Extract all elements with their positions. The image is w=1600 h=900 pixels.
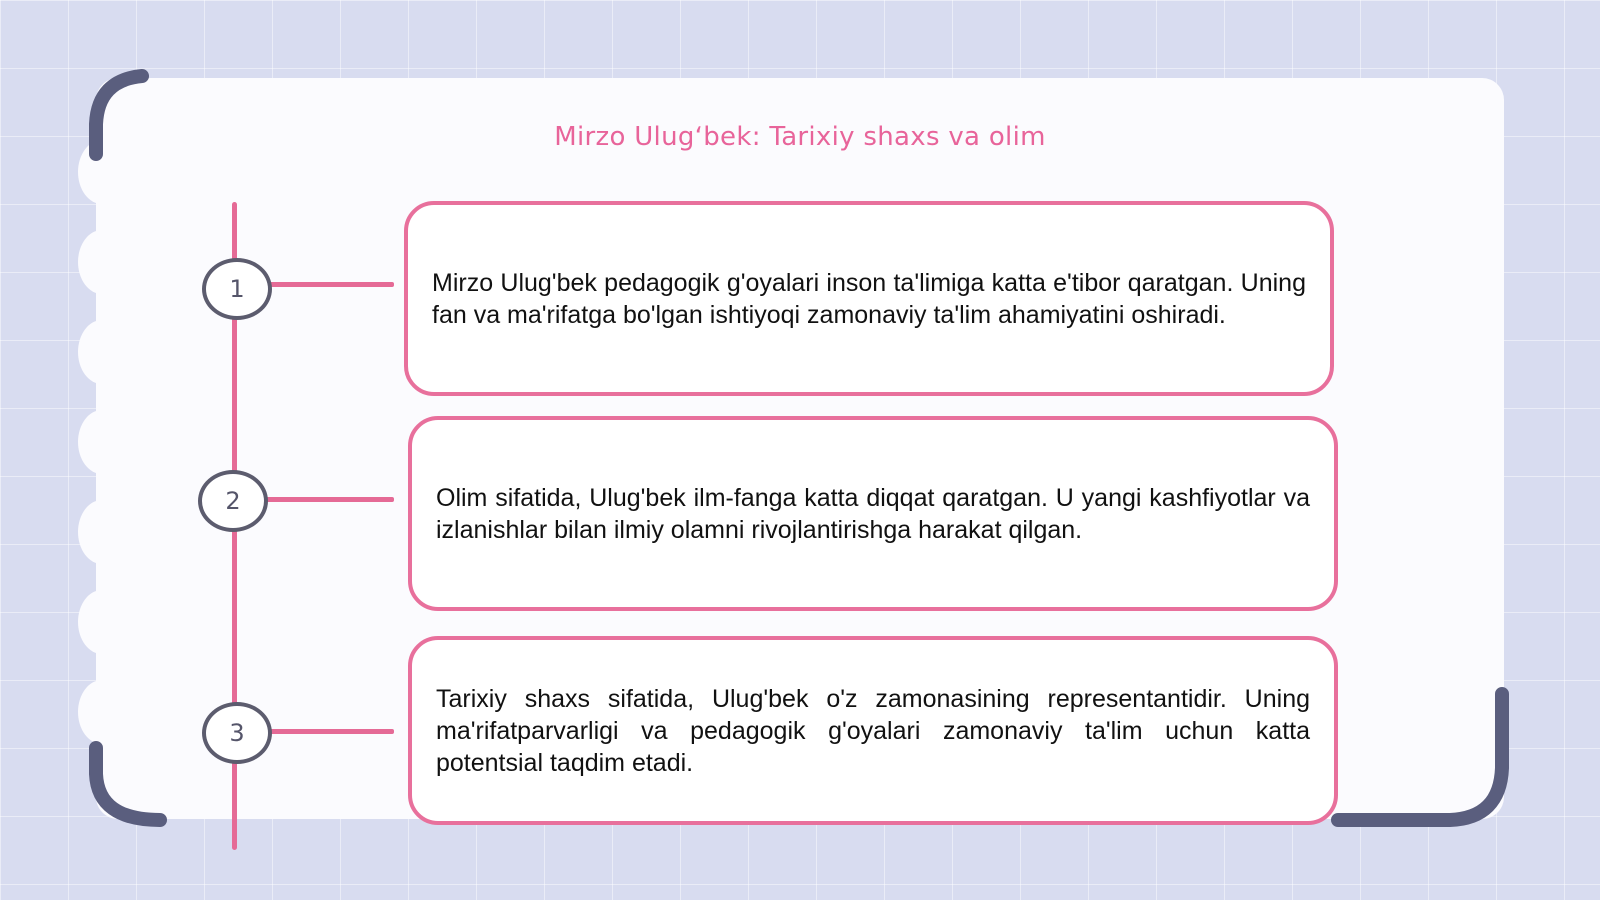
timeline-connector bbox=[262, 729, 394, 734]
corner-bracket-bottom-left bbox=[84, 740, 184, 836]
card-text: Mirzo Ulug'bek pedagogik g'oyalari inson ta'limiga katta e'tibor qaratgan. Uning fan va ma'rifatga bo'lgan ishtiyoqi zamonaviy ta'lim ahamiyatini oshiradi. bbox=[432, 268, 1306, 329]
timeline-connector bbox=[262, 282, 394, 287]
timeline-card-3 bbox=[408, 636, 1338, 825]
slide-title: Mirzo Ulugʻbek: Tarixiy shaxs va olim bbox=[554, 122, 1046, 152]
timeline-connector bbox=[262, 497, 394, 502]
step-number: 2 bbox=[225, 487, 241, 515]
notebook-hole bbox=[78, 230, 126, 294]
notebook-hole bbox=[78, 680, 126, 744]
card-text: Tarixiy shaxs sifatida, Ulug'bek o'z zamonasining representantidir. Uning ma'rifatparvarligi va pedagogik g'oyalari zamonaviy ta'lim uchun katta potentsial taqdim etadi. bbox=[436, 684, 1310, 777]
timeline-node-1 bbox=[202, 258, 272, 320]
notebook-hole bbox=[78, 590, 126, 654]
timeline-card-2 bbox=[408, 416, 1338, 611]
notebook-hole bbox=[78, 410, 126, 474]
timeline-card-1 bbox=[404, 201, 1334, 396]
corner-bracket-bottom-right bbox=[1330, 684, 1520, 836]
step-number: 3 bbox=[229, 719, 245, 747]
card-text: Olim sifatida, Ulug'bek ilm-fanga katta diqqat qaratgan. U yangi kashfiyotlar va izlanishlar bilan ilmiy olamni rivojlantirishga harakat qilgan. bbox=[436, 483, 1310, 544]
step-number: 1 bbox=[229, 275, 245, 303]
timeline-node-2 bbox=[198, 470, 268, 532]
timeline-node-3 bbox=[202, 702, 272, 764]
notebook-hole bbox=[78, 500, 126, 564]
notebook-hole bbox=[78, 320, 126, 384]
